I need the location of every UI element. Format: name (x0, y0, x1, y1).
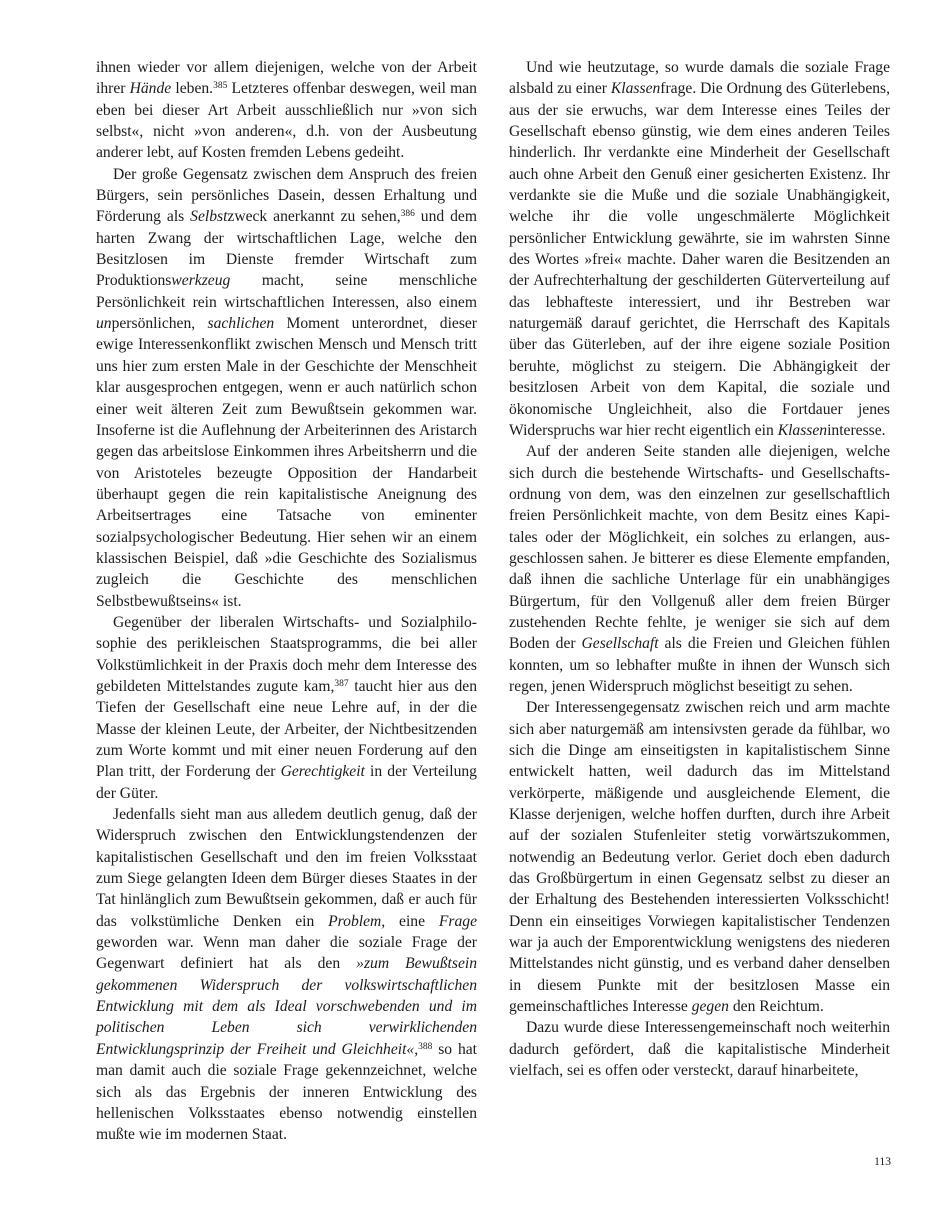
paragraph: Auf der anderen Seite standen alle diejenigen, welche sich durch die bestehende Wirtschafts- und Gesellschaftsordnung von dem, was den einzelnen zur gesellschaftlich freien Persönlichkeit machte, von dem Besitz eines Kapitales oder der Möglichkeit, ein solches zu erlangen, ausgeschlossen sahen. Je bitterer es diese Elemente empfanden, daß ihnen die sachliche Unterlage für ein unabhängiges Bürgertum, für den Vollgenuß aller dem freien Bürger zustehenden Rechte fehlte, je weniger sie sich auf dem Boden der Gesellschaft als die Freien und Gleichen fühlen konnten, um so lebhafter mußte in ihnen der Wunsch sich regen, jenen Widerspruch möglichst beseitigt zu sehen. (509, 443, 890, 695)
right-column (509, 57, 890, 1082)
footnote-ref: 385 (213, 81, 228, 92)
footnote-ref: 388 (418, 1041, 433, 1052)
paragraph: Jedenfalls sieht man aus alledem deutlich genug, daß der Widerspruch zwischen den Entwicklungstendenzen der kapitalistischen Gesellschaft und den im freien Volksstaat zum Siege gelangten Ideen dem Bürger dieses Staates in der Tat hinlänglich zum Bewußtsein gekommen, daß er auch für das volkstümliche Denken ein Problem, eine Frage geworden war. Wenn man daher die soziale Frage der Gegenwart definiert hat als den »zum Bewußtsein gekommenen Widerspruch der volkswirtschaftlichen Entwicklung mit dem als Ideal vorschwebenden und im politischen Leben sich verwirklichenden Entwicklungsprinzip der Freiheit und Gleichheit«,$^{388}$ so hat man damit auch die soziale Frage gekennzeichnet, welche sich als das Ergebnis der inneren Entwicklung des hellenischen Volksstaates ebenso notwendig einstellen mußte wie im modernen Staat. (96, 806, 478, 1144)
paragraph: ihnen wieder vor allem diejenigen, welche von der Arbeit ihrer Hände leben.$^{385}$ Letzteres offenbar deswegen, weil man eben bei dieser Art Arbeit ausschließlich nur »von sich selbst«, nicht »von anderen«, d.h. von der Ausbeutung anderer lebt, auf Kosten fremden Lebens gedeiht. (96, 59, 477, 162)
page-number: 113 (874, 1156, 891, 1168)
footnote-ref: 387 (334, 678, 349, 689)
paragraph: Und wie heutzutage, so wurde damals die soziale Frage alsbald zu einer Klassenfrage. Die Ordnung des Güterlebens, aus der sie erwuchs, war dem Interesse eines Teiles der Gesellschaft ebenso günstig, wie dem eines anderen Teiles hinderlich. Ihr verdankte eine Minderheit der Gesellschaft auch ohne Arbeit den Genuß einer gesicherten Existenz. Ihr verdankte sie die Muße und die soziale Unabhängigkeit, welche ihr die volle ungeschmälerte Möglichkeit persönlicher Entwicklung gewährte, sie im wahrsten Sinne des Wortes »frei« machte. Daher waren die Besitzenden an der Aufrechterhaltung der geschilderten Güterverteilung auf das lebhafteste interessiert, und ihr Bestreben war naturgemäß darauf gerichtet, die Herrschaft des Kapitals über das Güterleben, auf der ihre eigene soziale Position beruhte, möglichst zu steigern. Die Abhängigkeit der besitzlosen Arbeit von dem Kapital, die soziale und ökonomische Ungleichheit, also die Fortdauer jenes Widerspruchs war hier recht eigentlich ein Klasseninteresse. (509, 59, 890, 439)
paragraph: Gegenüber der liberalen Wirtschafts- und Sozialphilosophie des perikleischen Staatsprogramms, die bei aller Volkstümlichkeit in der Praxis doch mehr dem Interesse des gebildeten Mittelstandes zugute kam,$^{387}$ taucht hier aus den Tiefen der Gesellschaft eine neue Lehre auf, in der die Masse der kleinen Leute, der Arbeiter, der Nichtbesitzenden zum Worte kommt und mit einer neuen Forderung auf den Plan tritt, der Forderung der Gerechtigkeit in der Verteilung der Güter. (96, 613, 477, 802)
left-column (96, 57, 477, 1146)
paragraph: Dazu wurde diese Interessengemeinschaft noch weiterhin dadurch gefördert, daß die kapitalistische Minderheit vielfach, sei es offen oder versteckt, darauf hinarbeitete, (509, 1019, 890, 1080)
footnote-ref: 386 (400, 209, 415, 220)
paragraph: Der Interessengegensatz zwischen reich und arm machte sich aber naturgemäß am intensivsten gerade da fühlbar, wo sich die Dinge am einseitigsten in kapitalistischem Sinne entwickelt hatten, weil dadurch das im Mittelstand verkörperte, mäßigende und ausgleichende Element, die Klasse derjenigen, welche hoffen durften, durch ihre Arbeit auf der sozialen Stufenleiter stetig vorwärtszukommen, notwendig an Bedeutung verlor. Geriet doch eben dadurch das Großbürgertum in einen Gegensatz selbst zu dieser an der Erhaltung des Bestehenden interessierten Volksschicht! Denn ein einseitiges Vorwiegen kapitalistischer Tendenzen war ja auch der Emporentwicklung wenigstens des niederen Mittelstandes nicht günstig, und es verband daher denselben in diesem Punkte mit der besitzlosen Masse ein gemeinschaftliches Interesse gegen den Reichtum. (509, 699, 890, 1016)
paragraph: Der große Gegensatz zwischen dem Anspruch des freien Bürgers, sein persönliches Dasein, dessen Erhaltung und Förderung als Selbstzweck anerkannt zu sehen,$^{386}$ und dem harten Zwang der wirtschaftlichen Lage, welche den Besitzlosen im Dienste fremder Wirtschaft zum Produktionswerkzeug macht, seine menschliche Persönlichkeit rein wirtschaftlichen Interessen, also einem unpersönlichen, sachlichen Moment unterordnet, dieser ewige Interessenkonflikt zwischen Mensch und Mensch tritt uns hier zum ersten Male in der Geschichte der Menschheit klar ausgesprochen entgegen, wenn er auch natürlich schon einer weit älteren Zeit zum Bewußtsein gekommen war. Insoferne ist die Auflehnung der Arbeiterinnen des Aristarch gegen das arbeitslose Einkommen ihres Arbeitsherrn und die von Aristoteles bezeugte Opposition der Handarbeit überhaupt gegen die rein kapitalistische Aneignung des Arbeitsertrages eine Tatsache von eminenter sozialpsychologischer Bedeutung. Hier sehen wir an einem klassischen Beispiel, daß »die Geschichte des Sozialismus zugleich die Geschichte des menschlichen Selbstbewußtseins« ist. (96, 165, 477, 610)
